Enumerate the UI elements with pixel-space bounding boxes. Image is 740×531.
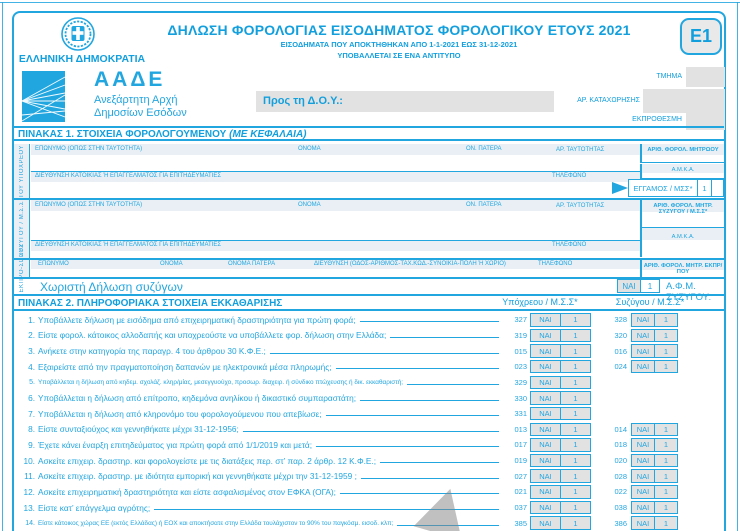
- form-code-badge: Ε1: [680, 18, 722, 55]
- question-spouse-yes-box[interactable]: ΝΑΙ: [631, 485, 655, 499]
- question-number: 3.: [28, 346, 35, 357]
- question-fill-line: [316, 439, 499, 447]
- question-spouse-code: 038: [614, 503, 627, 512]
- question-spouse-value-box[interactable]: 1: [654, 454, 678, 468]
- question-spouse-code: 024: [614, 362, 627, 372]
- question-yes-box[interactable]: ΝΑΙ: [530, 485, 561, 499]
- question-value-box[interactable]: 1: [560, 501, 591, 515]
- aade-acronym: ΑΑΔΕ: [94, 68, 166, 91]
- obligor-name-label: ΟΝΟΜΑ: [298, 146, 321, 152]
- rep-phone-label: ΤΗΛΕΦΩΝΟ: [538, 261, 573, 267]
- question-spouse-yes-box[interactable]: ΝΑΙ: [631, 454, 655, 468]
- question-spouse-value-box[interactable]: 1: [654, 423, 678, 437]
- question-code: 027: [514, 471, 527, 481]
- vertical-label-obligor: ΤΟΥ ΥΠΟΧΡΕΟΥ: [14, 144, 30, 198]
- question-text: Είστε κατ’ επάγγελμα αγρότης;: [38, 502, 151, 513]
- question-fill-line: [243, 424, 499, 432]
- question-row: [14, 453, 724, 469]
- question-spouse-code: 028: [614, 471, 627, 481]
- question-code: 329: [514, 377, 527, 387]
- question-yes-box[interactable]: ΝΑΙ: [530, 344, 561, 358]
- question-fill-line: [360, 393, 499, 401]
- question-text: Είστε κάτοικος χώρας ΕΕ (εκτός Ελλάδας) ή ΕΟΧ και αποκτήσατε στην Ελλάδα τουλάχιστον το 90% του παγκόσμ. εισοδ. κλπ;: [38, 519, 394, 527]
- registration-field[interactable]: [643, 89, 725, 113]
- question-row: [14, 421, 724, 437]
- question-spouse-value-box[interactable]: 1: [654, 501, 678, 515]
- question-fill-line: [336, 361, 499, 369]
- question-spouse-code: 014: [614, 424, 627, 434]
- question-fill-line: [360, 314, 499, 322]
- aade-line1: Ανεξάρτητη Αρχή: [94, 94, 178, 106]
- table1-title: [14, 126, 724, 141]
- question-fill-line: [326, 408, 499, 416]
- question-number: 4.: [28, 361, 35, 372]
- question-number: 7.: [28, 408, 35, 419]
- question-value-box[interactable]: 1: [560, 313, 591, 327]
- married-status-value[interactable]: 1: [697, 179, 712, 197]
- doy-field[interactable]: Προς τη Δ.Ο.Υ.:: [256, 91, 554, 112]
- question-number: 11.: [24, 471, 35, 482]
- question-code: 330: [514, 393, 527, 403]
- question-spouse-value-box[interactable]: 1: [654, 438, 678, 452]
- question-spouse-code: 016: [614, 346, 627, 356]
- question-text: Ασκείτε επιχειρηματική δραστηριότητα και είστε ασφαλισμένος στον ΕΦΚΑ (ΟΓΑ);: [38, 486, 336, 497]
- question-spouse-code: 020: [614, 456, 627, 466]
- rep-surname-label: ΕΠΩΝΥΜΟ: [38, 261, 69, 267]
- question-yes-box[interactable]: ΝΑΙ: [530, 423, 561, 437]
- question-spouse-yes-box[interactable]: ΝΑΙ: [631, 469, 655, 483]
- page-right-rule: [737, 2, 738, 531]
- question-text: Εξαιρείστε από την πραγματοποίηση δαπανών με ηλεκτρονικά μέσα πληρωμής;: [38, 361, 332, 372]
- question-value-box[interactable]: 1: [560, 391, 591, 405]
- question-row: [14, 375, 724, 391]
- question-code: 013: [514, 424, 527, 434]
- question-text: Ανήκετε στην κατηγορία της παραγρ. 4 του άρθρου 30 Κ.Φ.Ε.;: [38, 346, 266, 357]
- question-fill-line: [270, 346, 499, 354]
- question-row: [14, 437, 724, 453]
- aade-full-name: [94, 94, 187, 120]
- tmima-label: ΤΜΗΜΑ: [656, 73, 682, 80]
- question-fill-line: [407, 377, 499, 385]
- question-code: 017: [514, 440, 527, 450]
- question-spouse-code: 328: [614, 315, 627, 325]
- form-title: ΔΗΛΩΣΗ ΦΟΡΟΛΟΓΙΑΣ ΕΙΣΟΔΗΜΑΤΟΣ ΦΟΡΟΛΟΓΙΚΟΥ ΕΤΟΥΣ 2021: [167, 22, 631, 38]
- question-row: [14, 484, 724, 500]
- tmima-field[interactable]: [686, 67, 725, 87]
- registration-label: ΑΡ. ΚΑΤΑΧΩΡΗΣΗΣ: [577, 97, 640, 104]
- greek-emblem-icon: [58, 16, 98, 52]
- question-spouse-yes-box[interactable]: ΝΑΙ: [631, 516, 655, 530]
- obligor-afm-cell[interactable]: ΑΡΙΘ. ΦΟΡΟΛ. ΜΗΤΡΩΟΥ: [640, 144, 724, 163]
- table1-title-text: ΣΤΟΙΧΕΙΑ ΦΟΡΟΛΟΓΟΥΜΕΝΟΥ: [76, 129, 227, 140]
- question-text: Υποβάλλετε δήλωση με εισόδημα από επιχειρηματική δραστηριότητα για πρώτη φορά;: [38, 314, 356, 325]
- question-row: [14, 406, 724, 422]
- question-number: 6.: [28, 393, 35, 404]
- question-row: [14, 515, 724, 531]
- question-number: 1.: [28, 314, 35, 325]
- question-code: 019: [514, 456, 527, 466]
- question-value-box[interactable]: 1: [560, 469, 591, 483]
- question-spouse-yes-box[interactable]: ΝΑΙ: [631, 344, 655, 358]
- question-text: Είστε φορολ. κάτοικος αλλοδαπής και υποχρεούστε να υποβάλλετε φορ. δήλωση στην Ελλάδα;: [38, 330, 387, 341]
- question-spouse-yes-box[interactable]: ΝΑΙ: [631, 360, 655, 374]
- table2-title-text: ΠΛΗΡΟΦΟΡΙΑΚΑ ΣΤΟΙΧΕΙΑ ΕΚΚΑΘΑΡΙΣΗΣ: [76, 298, 283, 309]
- question-value-box[interactable]: 1: [560, 376, 591, 390]
- question-number: 13.: [23, 502, 35, 513]
- question-row: [14, 343, 724, 359]
- table1-title-number: ΠΙΝΑΚΑΣ 1.: [18, 129, 75, 140]
- rep-father-label: ΟΝΟΜΑ ΠΑΤΕΡΑ: [228, 261, 276, 267]
- question-text: Υποβάλλεται η δήλωση από κληρονόμο του φορολογούμενου που απεβίωσε;: [38, 408, 322, 419]
- spouse-surname-label: ΕΠΩΝΥΜΟ (ΟΠΩΣ ΣΤΗΝ ΤΑΥΤΟΤΗΤΑ): [35, 202, 143, 208]
- question-yes-box[interactable]: ΝΑΙ: [530, 391, 561, 405]
- question-yes-box[interactable]: ΝΑΙ: [530, 360, 561, 374]
- question-value-box[interactable]: 1: [560, 407, 591, 421]
- question-spouse-value-box[interactable]: 1: [654, 485, 678, 499]
- question-number: 8.: [28, 424, 35, 435]
- question-number: 10.: [23, 455, 35, 466]
- question-yes-box[interactable]: ΝΑΙ: [530, 313, 561, 327]
- question-value-box[interactable]: 1: [560, 423, 591, 437]
- form-subtitle-1: ΕΙΣΟΔΗΜΑΤΑ ΠΟΥ ΑΠΟΚΤΗΘΗΚΑΝ ΑΠΟ 1-1-2021 ΕΩΣ 31-12-2021: [280, 40, 518, 49]
- question-code: 037: [514, 503, 527, 512]
- page-left-rule: [2, 2, 3, 531]
- question-spouse-value-box[interactable]: 1: [654, 469, 678, 483]
- spouse-father-label: ΟΝ. ΠΑΤΕΡΑ: [466, 202, 502, 208]
- obligor-address-label: ΔΙΕΥΘΥΝΣΗ ΚΑΤΟΙΚΙΑΣ Ή ΕΠΑΓΓΕΛΜΑΤΟΣ ΓΙΑ ΕΠΙΤΗΔΕΥΜΑΤΙΕΣ: [35, 173, 222, 179]
- question-spouse-code: 320: [614, 330, 627, 340]
- question-spouse-code: 022: [614, 487, 627, 497]
- question-yes-box[interactable]: ΝΑΙ: [530, 329, 561, 343]
- question-spouse-value-box[interactable]: 1: [654, 360, 678, 374]
- obligor-amka-cell[interactable]: Α.Μ.Κ.Α.: [640, 164, 724, 179]
- table1-title-note: (ΜΕ ΚΕΦΑΛΑΙΑ): [229, 129, 307, 140]
- rep-name-label: ΟΝΟΜΑ: [160, 261, 183, 267]
- rep-afm-cell[interactable]: ΑΡΙΘ. ΦΟΡΟΛ. ΜΗΤΡ. ΕΚΠΡ/ΠΟΥ: [640, 260, 724, 277]
- question-code: 327: [514, 315, 527, 325]
- question-spouse-yes-box[interactable]: ΝΑΙ: [631, 423, 655, 437]
- aade-line2: Δημοσίων Εσόδων: [94, 107, 187, 119]
- obligor-surname-label: ΕΠΩΝΥΜΟ (ΟΠΩΣ ΣΤΗΝ ΤΑΥΤΟΤΗΤΑ): [35, 146, 143, 152]
- e1-form: [12, 11, 726, 531]
- question-yes-box[interactable]: ΝΑΙ: [530, 454, 561, 468]
- question-spouse-code: 018: [614, 440, 627, 450]
- question-code: 331: [514, 409, 527, 419]
- question-text: Έχετε κάνει έναρξη επιτηδεύματος για πρώτη φορά από 1/1/2019 και μετά;: [38, 439, 313, 450]
- spouse-afm-cell[interactable]: ΑΡΙΘ. ΦΟΡΟΛ. ΜΗΤΡ. ΣΥΖΥΓΟΥ / Μ.Σ.Σ*: [640, 200, 724, 228]
- table2-title-number: ΠΙΝΑΚΑΣ 2.: [18, 298, 75, 309]
- vertical-label-spouse: ΣΥΖΥΓΟΥ / Μ.Σ.Σ: [14, 199, 30, 258]
- question-fill-line: [340, 486, 499, 494]
- question-number: 12.: [23, 486, 35, 497]
- question-yes-box[interactable]: ΝΑΙ: [530, 516, 561, 530]
- question-row: [14, 328, 724, 344]
- spouse-id-label: ΑΡ. ΤΑΥΤΟΤΗΤΑΣ: [556, 203, 605, 209]
- question-code: 319: [514, 330, 527, 340]
- question-value-box[interactable]: 1: [560, 485, 591, 499]
- separate-declaration-label: Χωριστή Δήλωση συζύγων: [40, 280, 183, 294]
- late-label: ΕΚΠΡΟΘΕΣΜΗ: [632, 116, 682, 123]
- question-value-box[interactable]: 1: [560, 360, 591, 374]
- rep-address-label: ΔΙΕΥΘΥΝΣΗ (ΟΔΟΣ-ΑΡΙΘΜΟΣ-ΤΑΧ.ΚΩΔ.-ΣΥΝΟΙΚΙΑ-ΠΟΛΗ Ή ΧΩΡΙΟ): [314, 261, 506, 267]
- question-spouse-value-box[interactable]: 1: [654, 344, 678, 358]
- question-row: [14, 468, 724, 484]
- question-text: Υποβάλλεται η δήλωση από επίτροπο, κηδεμόνα ανηλίκου ή δικαστικό συμπαραστάτη;: [38, 393, 356, 404]
- married-arrow-icon: [612, 182, 628, 194]
- question-number: 2.: [28, 330, 35, 341]
- question-value-box[interactable]: 1: [560, 438, 591, 452]
- question-yes-box[interactable]: ΝΑΙ: [530, 501, 561, 515]
- question-value-box[interactable]: 1: [560, 329, 591, 343]
- question-fill-line: [380, 455, 499, 463]
- question-code: 021: [514, 487, 527, 497]
- question-spouse-code: 386: [614, 518, 627, 528]
- table2-col-obligor: Υπόχρεου / Μ.Σ.Σ*: [502, 297, 578, 307]
- obligor-phone-label: ΤΗΛΕΦΩΝΟ: [552, 173, 587, 179]
- question-spouse-yes-box[interactable]: ΝΑΙ: [631, 313, 655, 327]
- table2-col-spouse: Συζύγου / Μ.Σ.Σ*: [615, 297, 685, 307]
- question-value-box[interactable]: 1: [560, 516, 591, 530]
- question-spouse-value-box[interactable]: 1: [654, 516, 678, 530]
- question-number: 14.: [25, 519, 35, 527]
- question-text: Είστε συνταξιούχος και γεννηθήκατε μέχρι 31-12-1956;: [38, 424, 239, 435]
- question-yes-box[interactable]: ΝΑΙ: [530, 469, 561, 483]
- question-code: 015: [514, 346, 527, 356]
- question-yes-box[interactable]: ΝΑΙ: [530, 438, 561, 452]
- form-title-block: [164, 22, 634, 60]
- question-row: [14, 312, 724, 328]
- obligor-father-label: ΟΝ. ΠΑΤΕΡΑ: [466, 146, 502, 152]
- vertical-label-representative: ΕΚΠΡΟ-ΣΩΠΟΥ: [14, 259, 30, 277]
- separate-declaration-value[interactable]: 1: [640, 279, 660, 293]
- question-fill-line: [390, 330, 499, 338]
- spouse-address-label: ΔΙΕΥΘΥΝΣΗ ΚΑΤΟΙΚΙΑΣ Ή ΕΠΑΓΓΕΛΜΑΤΟΣ ΓΙΑ ΕΠΙΤΗΔΕΥΜΑΤΙΕΣ: [35, 242, 222, 248]
- question-row: [14, 390, 724, 406]
- question-spouse-yes-box[interactable]: ΝΑΙ: [631, 438, 655, 452]
- question-spouse-yes-box[interactable]: ΝΑΙ: [631, 501, 655, 515]
- spouse-name-label: ΟΝΟΜΑ: [298, 202, 321, 208]
- obligor-id-label: ΑΡ. ΤΑΥΤΟΤΗΤΑΣ: [556, 147, 605, 153]
- married-status-box: ΕΓΓΑΜΟΣ / ΜΣΣ*: [628, 179, 698, 197]
- question-value-box[interactable]: 1: [560, 344, 591, 358]
- page-top-rule: [0, 2, 740, 3]
- spouse-phone-label: ΤΗΛΕΦΩΝΟ: [552, 242, 587, 248]
- spouse-afm-inline-label: Α.Φ.Μ. ΣΥΖΥΓΟΥ:: [666, 281, 712, 303]
- question-text: Ασκείτε επιχειρ. δραστηρ. και φορολογείστε με τις διατάξεις περ. στ’ παρ. 2 άρθρ. 12 Κ.Φ.Ε.;: [38, 455, 377, 466]
- republic-title: ΕΛΛΗΝΙΚΗ ΔΗΜΟΚΡΑΤΙΑ: [18, 53, 146, 65]
- aade-logo-icon: [22, 71, 65, 122]
- question-spouse-value-box[interactable]: 1: [654, 313, 678, 327]
- question-number: 5.: [29, 378, 35, 386]
- spouse-amka-cell[interactable]: Α.Μ.Κ.Α.: [640, 228, 724, 257]
- question-row: [14, 500, 724, 516]
- question-code: 385: [514, 518, 527, 528]
- question-text: Υποβάλλεται η δήλωση από κηδεμ. σχολάζ. κληρ/μίας, μεσεγγυούχο, προσωρ. διαχειρ. ή σύνδικο πτώχευσης ή δικ. εκκαθαριστή;: [38, 378, 404, 386]
- separate-declaration-yes[interactable]: ΝΑΙ: [617, 279, 641, 293]
- question-spouse-value-box[interactable]: 1: [654, 329, 678, 343]
- question-spouse-yes-box[interactable]: ΝΑΙ: [631, 329, 655, 343]
- question-code: 023: [514, 362, 527, 372]
- question-value-box[interactable]: 1: [560, 454, 591, 468]
- form-subtitle-2: ΥΠΟΒΑΛΛΕΤΑΙ ΣΕ ΕΝΑ ΑΝΤΙΤΥΠΟ: [337, 51, 461, 60]
- table2-rows: [14, 312, 724, 531]
- question-yes-box[interactable]: ΝΑΙ: [530, 376, 561, 390]
- question-text: Ασκείτε επιχειρ. δραστηρ. με ιδιότητα εμπορική και γεννηθήκατε μέχρι την 31-12-1959 ;: [38, 471, 357, 482]
- question-fill-line: [361, 471, 499, 479]
- question-row: [14, 359, 724, 375]
- question-number: 9.: [28, 439, 35, 450]
- married-status-empty[interactable]: [711, 179, 724, 197]
- question-yes-box[interactable]: ΝΑΙ: [530, 407, 561, 421]
